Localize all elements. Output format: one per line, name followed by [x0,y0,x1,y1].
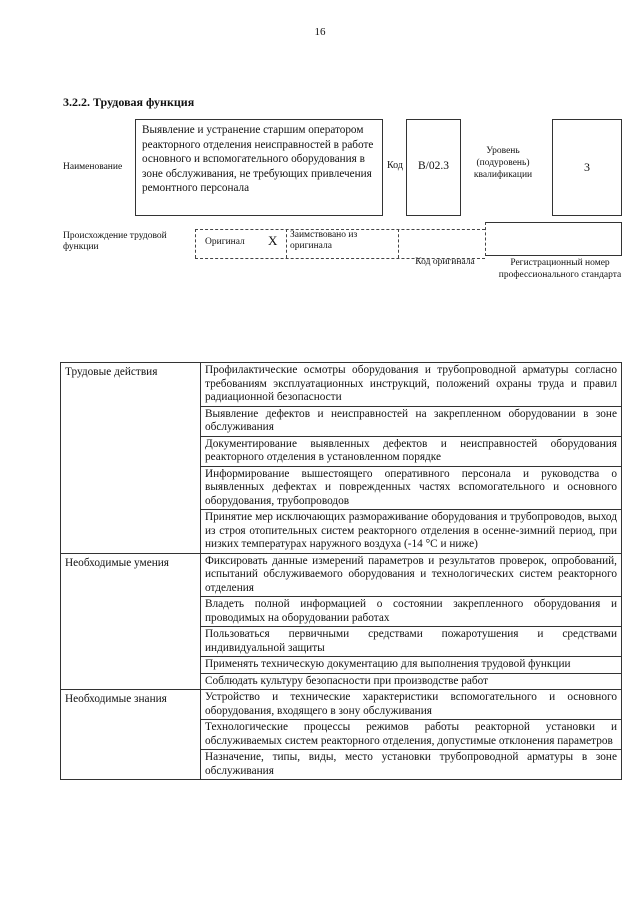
item-cell: Владеть полной информацией о состоянии закрепленного оборудования и проводимых на оборудовании работах [201,597,622,627]
code-original-label: Код оригинала [415,257,475,267]
page-number: 16 [314,26,326,38]
item-cell: Технологические процессы режимов работы реакторной установки и обслуживаемых систем реакторного отделения, допустимые отклонения параметров [201,720,622,750]
origin-divider [286,229,287,258]
level-label: Уровень (подуровень) квалификации [473,146,533,180]
section-title: 3.2.2. Трудовая функция [63,95,195,109]
item-cell: Документирование выявленных дефектов и неисправностей оборудования реакторного отделения в установленном порядке [201,436,622,466]
item-cell: Назначение, типы, виды, место установки трубопроводной арматуры в зоне обслуживания [201,750,622,780]
code-value-box: B/02.3 [406,119,461,216]
item-cell: Профилактические осмотры оборудования и трубопроводной арматуры согласно требованиям эксплуатационных инструкций, положений охраны труда и правил радиационной безопасности [201,363,622,407]
name-label: Наименование [63,162,123,172]
table-row [61,363,622,407]
category-cell: Необходимые знания [61,690,201,780]
registration-number-box [485,222,622,256]
item-cell: Устройство и технические характеристики вспомогательного и основного оборудования, входящего в зону обслуживания [201,690,622,720]
table-row [61,553,622,597]
reg-number-label: Регистрационный номер профессионального стандарта [498,258,622,280]
item-cell: Информирование вышестоящего оперативного персонала и руководства о выявленных дефектах и поврежденных частях вспомогательного и основного оборудования, трубопроводов [201,466,622,510]
level-value-box: 3 [552,119,622,216]
category-cell: Необходимые умения [61,553,201,690]
borrowed-label: Заимствовано из оригинала [290,230,358,251]
function-name-box: Выявление и устранение старшим оператором реакторного отделения неисправностей в работе основного и вспомогательного оборудования в зоне обслуживания, не требующих привлечения ремонтного персонала [135,119,383,216]
origin-divider [195,229,196,258]
item-cell: Выявление дефектов и неисправностей на закрепленном оборудовании в зоне обслуживания [201,406,622,436]
origin-label: Происхождение трудовой функции [63,231,167,252]
origin-divider [398,229,399,258]
item-cell: Принятие мер исключающих размораживание оборудования и трубопроводов, выход из строя отопительных систем реакторного отделения в осенне-зимний период, при низких температурах наружного воздуха (-14 °С и ниже) [201,510,622,554]
item-cell: Пользоваться первичными средствами пожаротушения и средствами индивидуальной защиты [201,627,622,657]
item-cell: Соблюдать культуру безопасности при производстве работ [201,673,622,690]
category-cell: Трудовые действия [61,363,201,554]
original-label: Оригинал [205,237,245,247]
code-label: Код [387,160,403,171]
original-mark: X [268,233,278,248]
item-cell: Применять техническую документацию для выполнения трудовой функции [201,657,622,674]
table-row [61,690,622,720]
function-details-table [60,362,622,780]
item-cell: Фиксировать данные измерений параметров и результатов проверок, опробований, испытаний обслуживаемого оборудования и технологических систем реакторного отделения [201,553,622,597]
